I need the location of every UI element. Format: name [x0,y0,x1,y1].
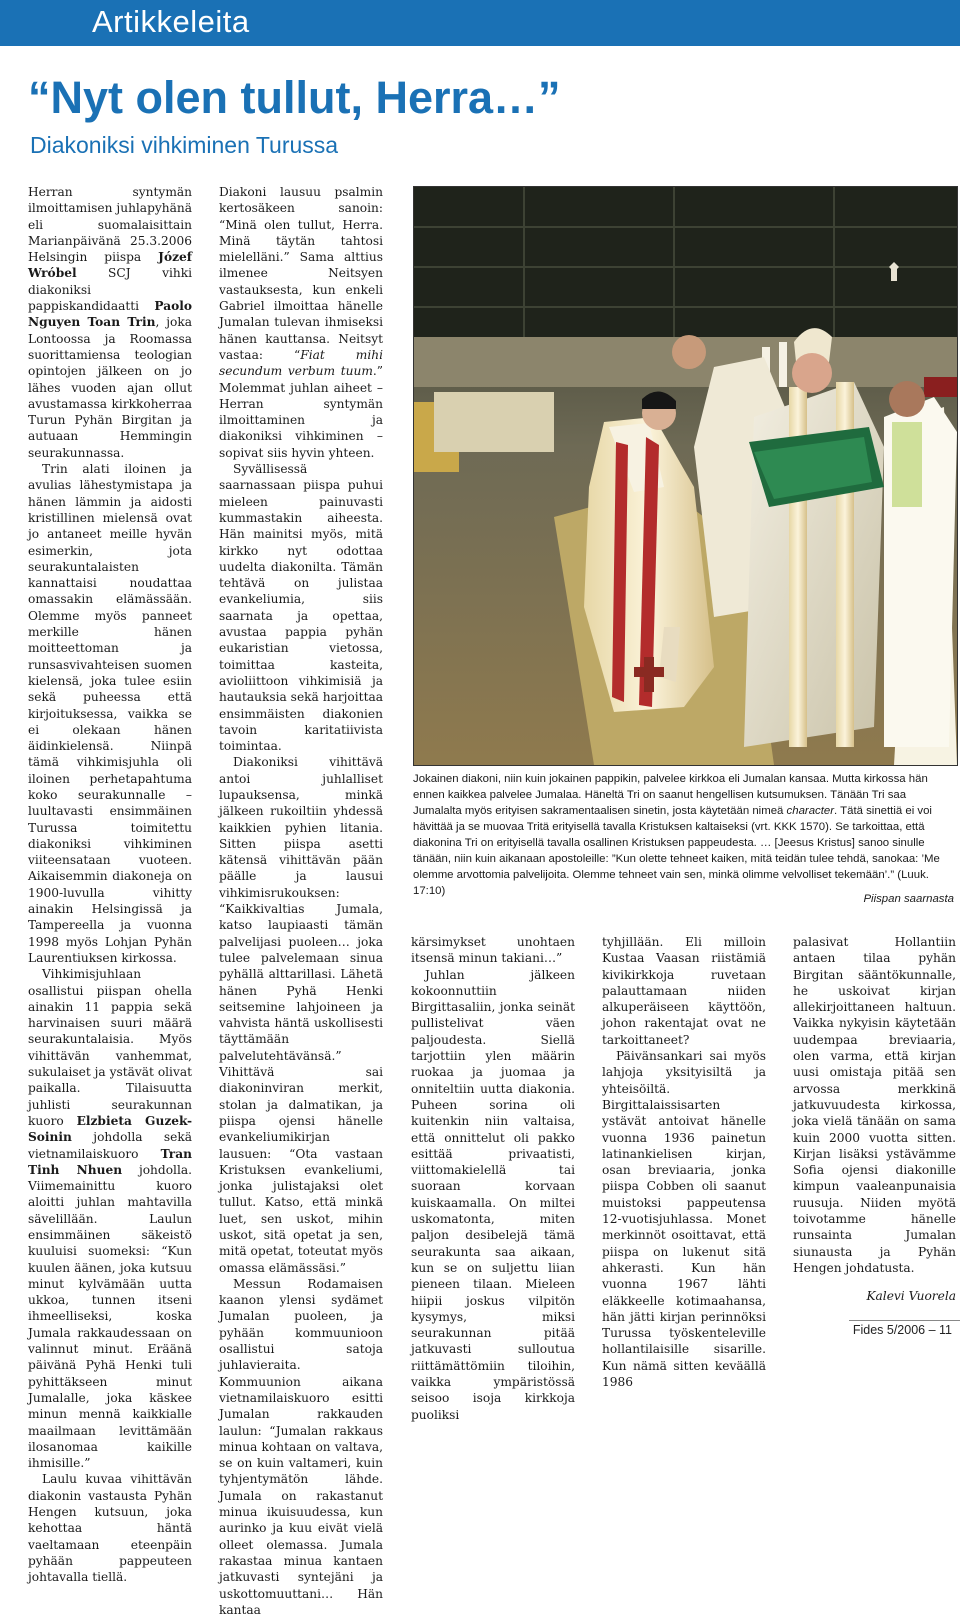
choir-name: Tran Tinh Nhuen [28,1146,192,1177]
paragraph: Messun Rodamaisen kaanon ylensi sydämet Jumalan puoleen, ja pyhään kommuunioon osallistui satoja juhlavieraita. Kommuunion aikana vietnamilaiskuoro esitti Jumalan rakkauden laulun: “Jumalan rakkaus minua kohtaan on valtava, se on kuin valtameri, kuin tyhjentymätön lähde. Jumala on rakastanut minua ikuisuudessa, kun aurinko ja kuu eivät vielä olleet olemassa. Jumala rakastaa minua kantaen jatkuvasti syntejäni ja uskottomuuttani… Hän kantaa [219,1276,383,1617]
candidate-name: Paolo Nguyen Toan Trin [28,299,192,330]
article-subhead: Diakoniksi vihkiminen Turussa [30,132,339,158]
author-signature: Kalevi Vuorela [866,1289,956,1304]
ordination-photo [413,186,958,766]
paragraph: Herran syntymän ilmoittamisen juhlapyhänä eli suomalaisittain Marianpäivänä 25.3.2006 Helsingin piispa Józef Wróbel SCJ vihki diakoniksi pappiskandidaatti Paolo Nguyen Toan Trin, joka Lontoossa ja Roomassa suorittamiensa teologian opintojen jälkeen on jo lähes vuoden ajan ollut avustamassa kirkkoherraa Turun Pyhän Birgitan ja autuaan Hemmingin seurakunnassa. [28,185,193,460]
bishop-name: Józef Wróbel [28,250,192,281]
caption-source: Piispan saarnasta [863,893,954,905]
article-column-2 [219,184,383,1618]
article-column-4 [602,934,766,1390]
paragraph: Päivänsankari sai myös lahjoja yksityisiltä ja yhteisöiltä. Birgittalaissisarten ystävät antoivat hänelle vuonna 1936 painetun latinankielisen kirjan, osan breviaaria, jonka piispa Cobben oli saanut muistoksi pappeutensa 12-vuotisjuhlassa. Monet merkinnöt osoittavat, että piispa on lukenut sitä ahkerasti. Kun hän vuonna 1967 lähti eläkkeelle kotimaahansa, hän jätti kirjan perinnöksi Turussa työskenteleville hollantilaisille sisarille. Kun nämä sitten keväällä 1986 [602,1049,766,1390]
choir-director-name: Elzbieta Guzek-Soinin [28,1113,193,1145]
ordination-photo-image [414,187,957,765]
photo-caption: Jokainen diakoni, niin kuin jokainen pappikin, palvelee kirkkoa eli Jumalan kansaa. Mutta kirkossa hän ennen kaikkea palvelee Jumalaa. Häneltä Tri on saanut hengellisen kutsumuksen. Tänään Tri saa Jumalalta myös erityisen sakramentaalisen sinetin, josta käytetään nimeä character. Tätä sinettiä ei voi hävittää ja se muovaa Tritä erityisellä tavalla Kristuksen kaltaiseksi (vrt. KKK 1570). Se tarkoittaa, että diakonina Tri on erityisellä tavalla osallinen Kristuksen pappeudesta. … [Jeesus Kristus] sanoo sinulle tänään, niin kuin aikanaan apostoleille: ”Kun olette tehneet kaiken, mitä teidän tulee tehdä, sanokaa: ’Me olemme arvottomia palvelijoita. Olemme tehneet vain sen, minkä olimme velvolliset tekemään’.” (Luuk. 17:10) [413,773,940,897]
article-headline: “Nyt olen tullut, Herra…” [28,72,561,123]
article-column-5 [793,934,956,1305]
paragraph: Diakoniksi vihittävä antoi juhlalliset lupauksensa, minkä jälkeen rukoiltiin yhdessä kaikkien pyhien litania. Sitten piispa asetti kätensä vihittävän pään päälle ja lausui vihkimisrukouksen: “Kaikkivaltias Jumala, katso laupiaasti tämän palvelijasi puoleen… joka tulee palvelemaan sinua pyhällä alttarillasi. Lähetä hänen Pyhä Henki seitsemine lahjoineen ja vahvista häntä uskollisesti täyttämään palvelutehtävänsä.” Vihittävä sai diakoninviran merkit, stolan ja dalmatikan, ja piispa ojensi hänelle evankeliumikirjan lausuen: “Ota vastaan Kristuksen evankeliumi, jonka julistajaksi olet tullut. Katso, että minkä luet, sen uskot, mihin uskot, sitä opetat ja sen, mitä opetat, toteutat myös omassa elämässäsi.” [219,755,383,1275]
paragraph: tyhjillään. Eli milloin Kustaa Vaasan riistämiä kivikirkkoja ruvetaan palauttamaan niiden alkuperäiseen käyttöön, johon rakentajat ovat ne tarkoittaneet? [602,935,766,1047]
paragraph: Trin alati iloinen ja avulias lähestymistapa ja hänen lämmin ja aidosti kristillinen mielensä ovat jo antaneet meille hyvän esimerkin, jota seurakuntalaisten kannattaisi noudattaa omassakin elämässään. Olemme myös panneet merkille hänen moitteettoman ja runsasvivahteisen suomen kielensä, joka tulee esiin sekä puheessa että kirjoituksessa, vaikka se ei olekaan hänen äidinkielensä. Niinpä tämä vihkimisjuhla oli iloinen perhetapahtuma koko seurakunnalle – luultavasti ensimmäinen Turussa toimitettu diakoniksi vihkiminen viiteensataan vuoteen. Aikaisemmin diakoneja on 1900-luvulla vihitty ainakin Helsingissä ja Tampereella ja vuonna 1998 myös Lohjan Pyhän Laurentiuksen kirkossa. [28,462,192,965]
article-column-1 [28,184,192,1586]
paragraph: Vihkimisjuhlaan osallistui piispan ohella ainakin 11 pappia sekä harvinaisen suuri määrä seurakuntalaisia. Myös vihittävän vanhemmat, sukulaiset ja ystävät olivat paikalla. Tilaisuutta juhlisti seurakunnan kuoro Elzbieta Guzek-Soinin johdolla sekä vietnamilaiskuoro Tran Tinh Nhuen johdolla. Viimemainittu kuoro aloitti juhlan mahtavilla sävelillään. Laulun ensimmäinen säkeistö kuuluisi suomeksi: “Kun kuulen äänen, joka kutsuu minut kylvämään uutta ukkoa, tunnen itseni ihmeelliseksi, koska Jumala rakkaudessaan on valinnut minut. Eräänä päivänä Pyhä Henki tuli pyhittäkseen minut Jumalalle, joka käskee minun mennä kaikkialle maailmaan levittämään ilosanomaa kaikille ihmisille.” [28,967,193,1471]
section-label: Artikkeleita [92,4,250,39]
paragraph: kärsimykset unohtaen itsensä minun takiani…” [411,935,575,966]
paragraph: Laulu kuvaa vihittävän diakonin vastausta Pyhän Hengen kutsuun, joka kehottaa häntä vaeltamaan eteenpäin pyhään pappeuteen johtavalla tiellä. [28,1472,192,1585]
latin-quote: Fiat mihi secundum verbum tuum [219,347,384,379]
caption-term: character [786,805,835,817]
paragraph: Diakoni lausuu psalmin kertosäkeen sanoin: “Minä olen tullut, Herra. Minä täytän tahtosi mielelläni.” Sama alttius ilmenee Neitsyen vastauksesta, kun enkeli Gabriel ilmoittaa hänelle Jumalan tulevan ihmiseksi hänen kauttansa. Neitsyt vastaa: “Fiat mihi secundum verbum tuum.” Molemmat juhlan aiheet – Herran syntymän ilmoittaminen ja diakoniksi vihkiminen – sopivat siis hyvin yhteen. [219,185,384,460]
page-footer: Fides 5/2006 – 11 [852,1323,952,1337]
article-column-3 [411,934,575,1423]
paragraph: palasivat Hollantiin antaen tilaa pyhän Birgitan sääntökunnalle, he uskoivat kirjan allekirjoittaneen haltuun. Vaikka nykyisin käytetään uudempaa breviaaria, olen varma, että kirjan uusi omistaja pitää sen arvossa merkkinä jatkuvuudesta kirkossa, joka vielä tänään on sama kuin 2000 vuotta sitten. Kirjan lisäksi ystävämme Sofia ojensi diakonille kimpun vaaleanpunaisia ruusuja. Niiden myötä toivotamme hänelle runsainta Jumalan siunausta ja Pyhän Hengen johdatusta. [793,935,956,1275]
paragraph: Syvällisessä saarnassaan piispa puhui mieleen painuvasti kummastakin aiheesta. Hän mainitsi myös, mitä kirkko nyt odottaa uudelta diakonilta. Tämän tehtävä on julistaa evankeliumia, siis saarnata ja opettaa, avustaa pappia pyhän eukaristian vietossa, toimittaa kasteita, avioliittoon vihkimisiä ja hautauksia sekä harjoittaa ensimmäisten diakonien tavoin karitatiivista toimintaa. [219,462,383,754]
paragraph: Juhlan jälkeen kokoonnuttiin Birgittasaliin, jonka seinät pullistelivat väen paljoudesta. Siellä tarjottiin ylen määrin ruokaa ja juomaa ja onniteltiin uutta diakonia. Puheen sorina oli kuitenkin niin valtaisa, että onnittelut oli pakko esittää privaatisti, viittomakielellä tai suoraan korvaan kuiskaamalla. On miltei uskomatonta, miten paljon desibelejä tämä seurakunta saa aikaan, kun se on suljettu liian pieneen tilaan. Mieleen hiipii joskus vilpitön kysymys, miksi seurakunnan pitää jatkuvasti sulloutua riittämättömiin tiloihin, vaikka ympäristössä seisoo isoja kirkkoja puoliksi [411,967,575,1422]
